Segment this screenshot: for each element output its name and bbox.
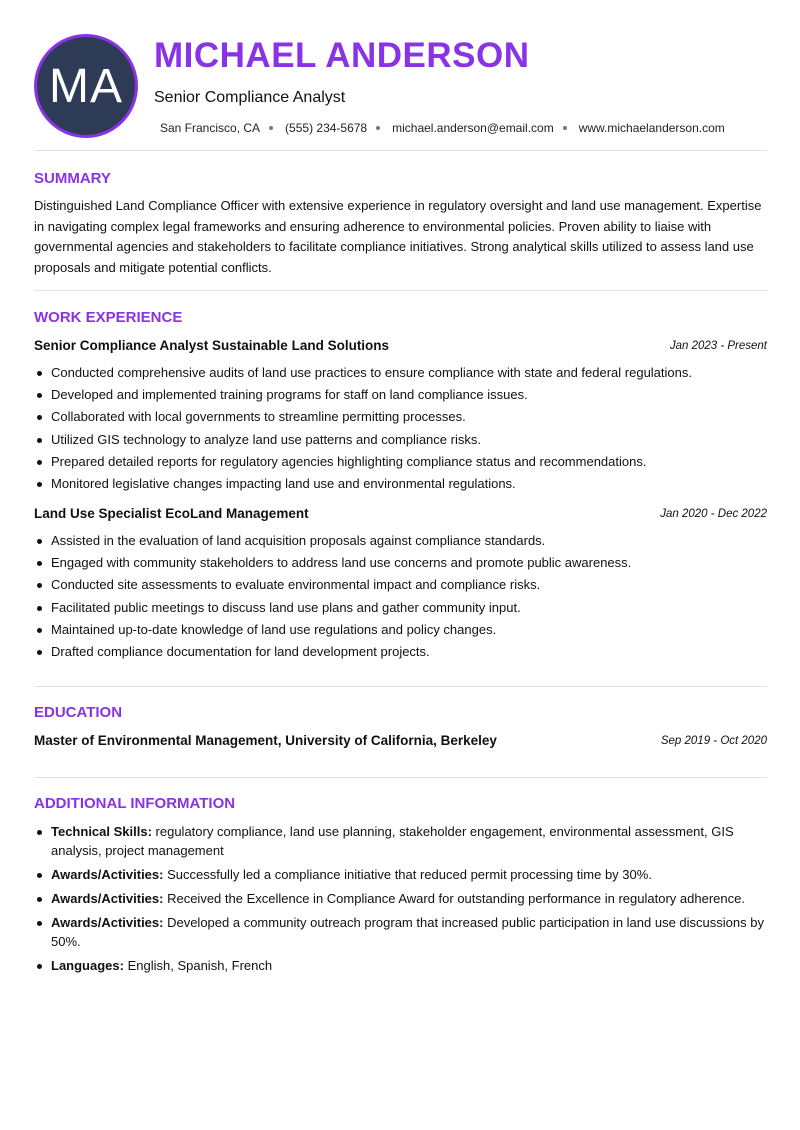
list-item: Prepared detailed reports for regulatory agencies highlighting compliance status and recommendations. — [34, 453, 769, 470]
avatar-initials: MA — [49, 59, 123, 113]
divider — [34, 290, 767, 291]
item-text: Developed a community outreach program that increased public participation in land use discussions by 50%. — [51, 915, 764, 949]
candidate-title: Senior Compliance Analyst — [154, 89, 346, 106]
contact-phone — [285, 121, 392, 135]
website-link[interactable]: www.michaelanderson.com — [578, 121, 725, 135]
summary-heading: SUMMARY — [34, 170, 111, 187]
email-link[interactable]: michael.anderson@email.com — [392, 121, 554, 135]
list-item — [34, 865, 769, 884]
item-text: English, Spanish, French — [123, 958, 273, 973]
list-item: Conducted comprehensive audits of land use practices to ensure compliance with state and federal regulations. — [34, 364, 769, 381]
list-item: Maintained up-to-date knowledge of land use regulations and policy changes. — [34, 621, 769, 638]
contact-bar — [160, 120, 725, 136]
job-title: Senior Compliance Analyst Sustainable Land Solutions — [34, 338, 390, 353]
item-label: Awards/Activities: — [51, 915, 164, 930]
list-item — [34, 889, 769, 908]
item-text: regulatory compliance, land use planning, stakeholder engagement, environmental assessment, GIS analysis, project management — [51, 824, 734, 858]
list-item: Collaborated with local governments to streamline permitting processes. — [34, 408, 769, 425]
list-item: Utilized GIS technology to analyze land use patterns and compliance risks. — [34, 431, 769, 448]
list-item: Assisted in the evaluation of land acquisition proposals against compliance standards. — [34, 532, 769, 549]
location-text: San Francisco, CA — [160, 121, 261, 135]
separator-dot — [269, 126, 273, 130]
education-entry — [34, 733, 767, 751]
divider — [34, 150, 767, 151]
item-text: Successfully led a compliance initiative that reduced permit processing time by 30%. — [163, 867, 652, 882]
list-item — [34, 956, 769, 975]
job-dates: Jan 2023 - Present — [669, 340, 767, 352]
item-label: Awards/Activities: — [51, 891, 164, 906]
divider — [34, 686, 767, 687]
list-item: Drafted compliance documentation for land development projects. — [34, 643, 769, 660]
contact-location — [160, 121, 285, 135]
candidate-name: MICHAEL ANDERSON — [154, 36, 530, 75]
job-bullets — [34, 532, 769, 665]
summary-text: Distinguished Land Compliance Officer with extensive experience in regulatory oversight and land use management. Expertise in navigating complex legal frameworks and ensuring adherence to environmental policies. Proven ability to liaise with governmental agencies and stakeholders to facilitate compliance initiatives. Strong analytical skills utilized to assess land use proposals and mitigate potential conflicts. — [34, 198, 762, 275]
additional-info-list — [34, 822, 769, 980]
contact-website — [579, 121, 725, 135]
job-header — [34, 338, 767, 356]
item-text: Received the Excellence in Compliance Award for outstanding performance in regulatory adherence. — [163, 891, 745, 906]
list-item — [34, 822, 769, 860]
item-label: Languages: — [51, 958, 124, 973]
job-header — [34, 506, 767, 524]
phone-text: (555) 234-5678 — [285, 121, 368, 135]
divider — [34, 777, 767, 778]
work-experience-heading: WORK EXPERIENCE — [34, 309, 183, 326]
item-label: Awards/Activities: — [51, 867, 164, 882]
job-title: Land Use Specialist EcoLand Management — [34, 506, 309, 521]
list-item — [34, 913, 769, 951]
list-item: Conducted site assessments to evaluate environmental impact and compliance risks. — [34, 576, 769, 593]
separator-dot — [376, 126, 380, 130]
additional-info-heading: ADDITIONAL INFORMATION — [34, 795, 236, 812]
list-item: Monitored legislative changes impacting land use and environmental regulations. — [34, 475, 769, 492]
list-item: Developed and implemented training programs for staff on land compliance issues. — [34, 386, 769, 403]
avatar — [34, 34, 138, 138]
education-heading: EDUCATION — [34, 704, 123, 721]
degree-title: Master of Environmental Management, University of California, Berkeley — [34, 733, 497, 748]
education-dates: Sep 2019 - Oct 2020 — [660, 735, 767, 747]
list-item: Engaged with community stakeholders to address land use concerns and promote public awareness. — [34, 554, 769, 571]
separator-dot — [563, 126, 567, 130]
list-item: Facilitated public meetings to discuss land use plans and gather community input. — [34, 599, 769, 616]
job-bullets — [34, 364, 769, 497]
job-dates: Jan 2020 - Dec 2022 — [660, 508, 767, 520]
item-label: Technical Skills: — [51, 824, 152, 839]
contact-email — [392, 121, 579, 135]
